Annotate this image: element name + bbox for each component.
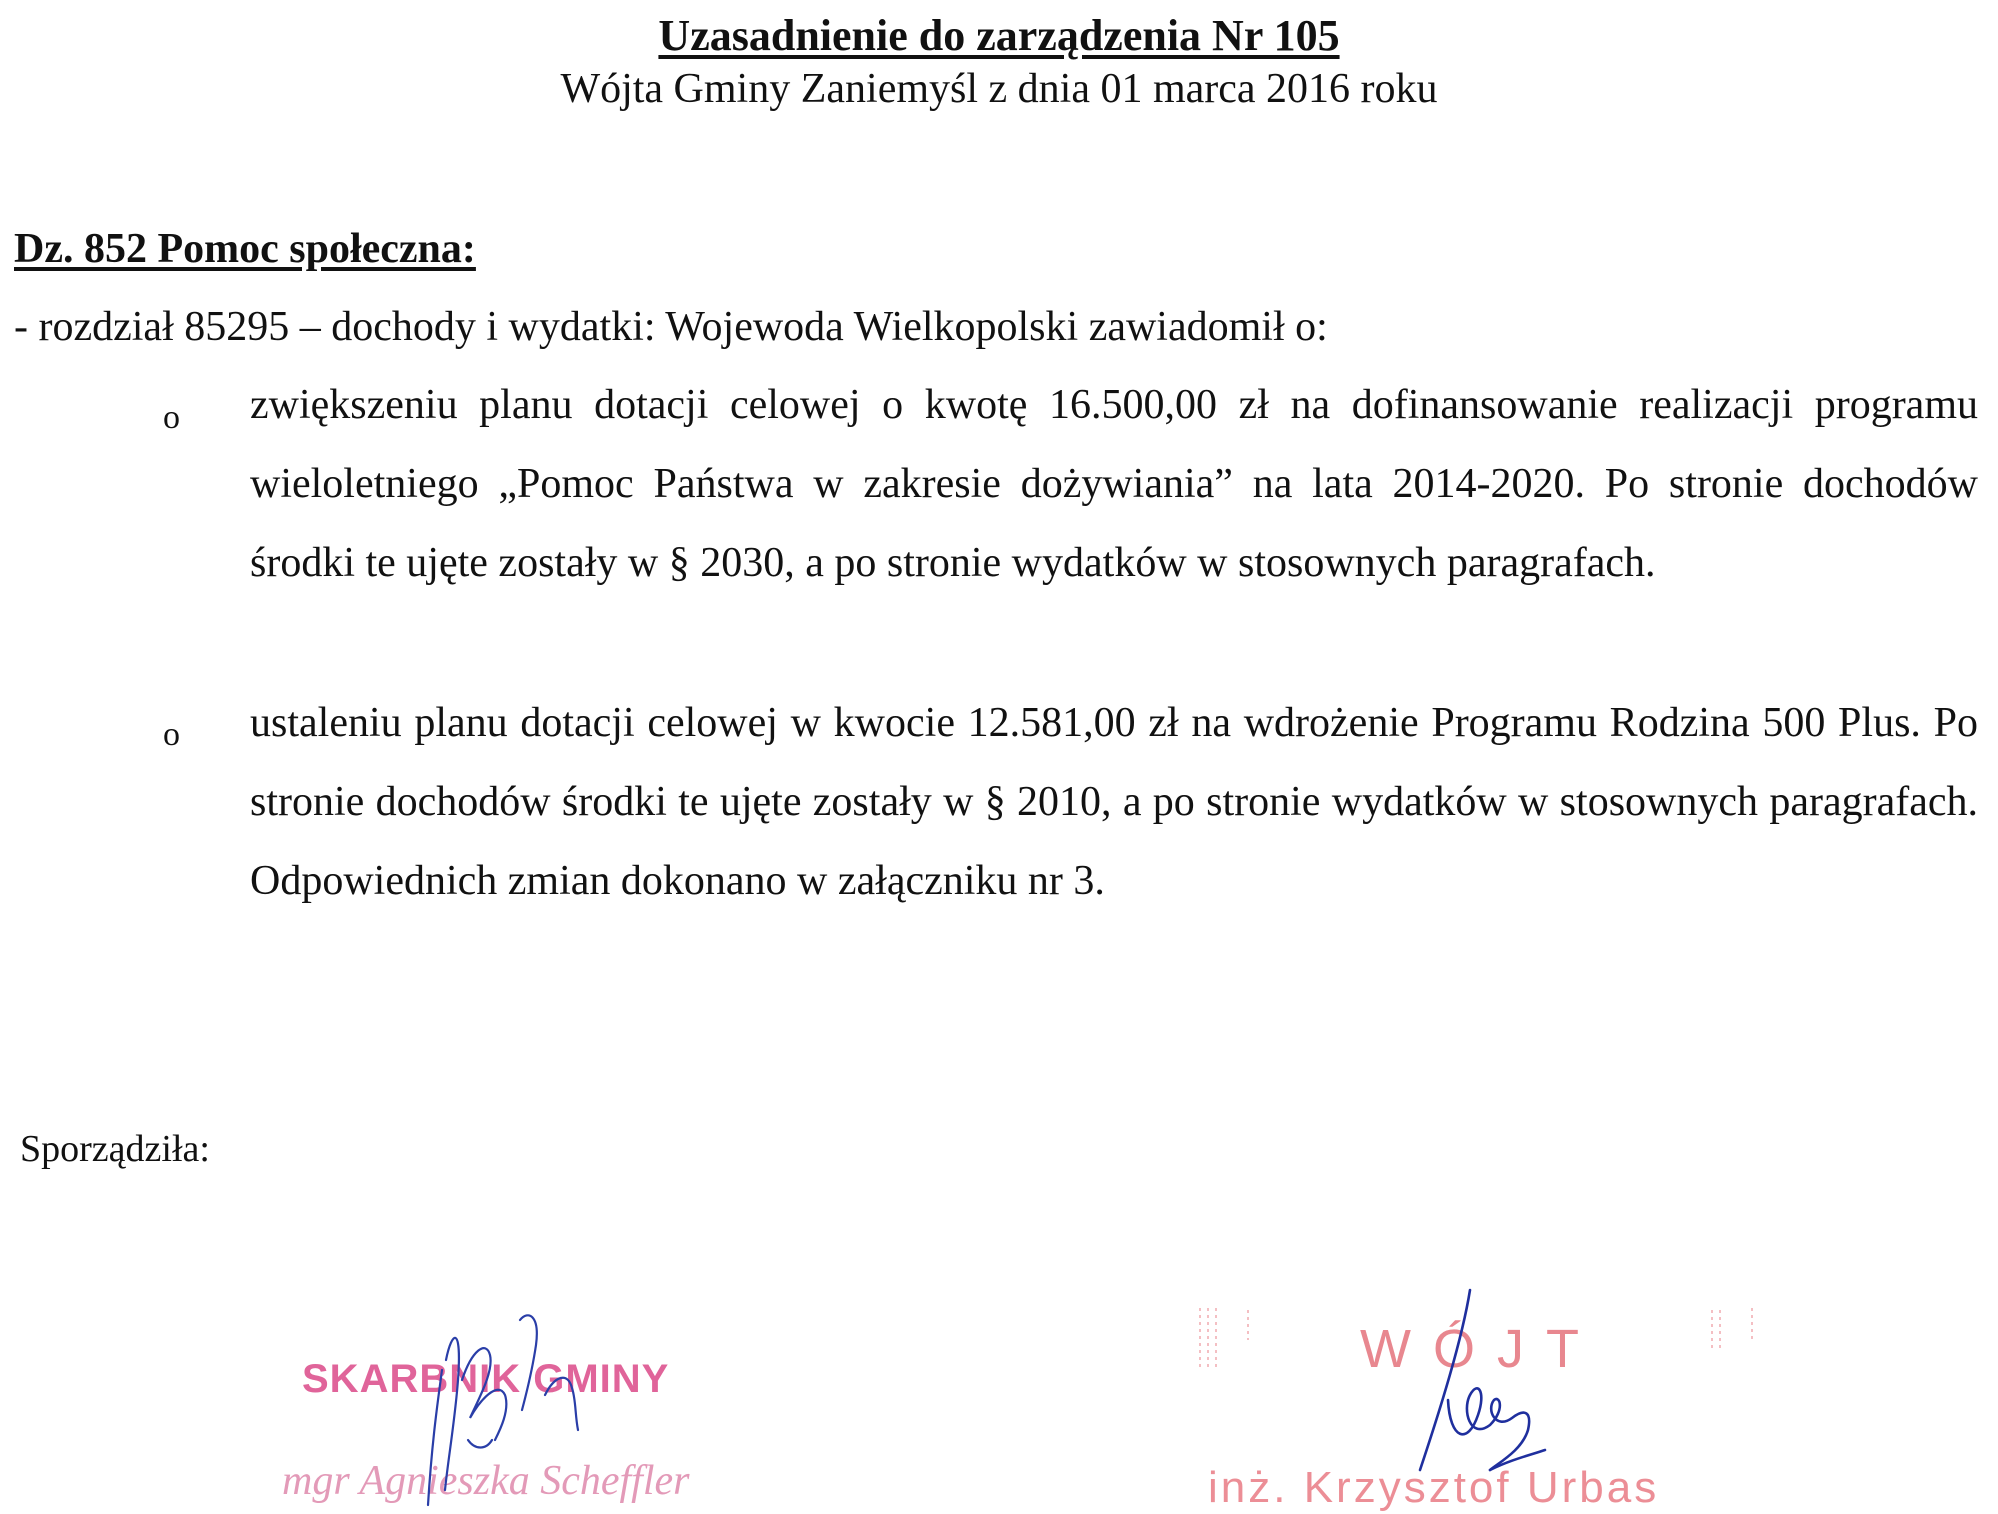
- bullet-text-1: zwiększeniu planu dotacji celowej o kwotę 16.500,00 zł na dofinansowanie realizacji programu wieloletniego „Pomoc Państwa w zakresie dożywiania” na lata 2014-2020. Po stronie dochodów środki te ujęte zostały w § 2030, a po stronie wydatków w stosownych paragrafach.: [250, 382, 1978, 586]
- section-heading: Dz. 852 Pomoc społeczna:: [14, 226, 476, 272]
- prepared-by-label: Sporządziła:: [20, 1128, 210, 1170]
- mayor-stamp-edge-marks: [1200, 1308, 1752, 1370]
- mayor-signature: [1420, 1290, 1545, 1470]
- mayor-stamp-name: inż. Krzysztof Urbas: [1208, 1463, 1660, 1512]
- bullet-marker-2: o: [163, 716, 180, 753]
- treasurer-stamp-title: SKARBNIK GMINY: [302, 1357, 670, 1401]
- treasurer-signature: [428, 1315, 578, 1505]
- bullet-marker-1: o: [163, 399, 180, 436]
- treasurer-stamp-name: mgr Agnieszka Scheffler: [282, 1458, 690, 1504]
- intro-line: - rozdział 85295 – dochody i wydatki: Wojewoda Wielkopolski zawiadomił o:: [14, 304, 1328, 350]
- mayor-stamp-title: WÓJT: [1360, 1319, 1601, 1379]
- document-subtitle: Wójta Gminy Zaniemyśl z dnia 01 marca 2016 roku: [560, 66, 1438, 112]
- bullet-text-2: ustaleniu planu dotacji celowej w kwocie 12.581,00 zł na wdrożenie Programu Rodzina 500 Plus. Po stronie dochodów środki te ujęte zostały w § 2010, a po stronie wydatków w stosownych paragrafach. Odpowiednich zmian dokonano w załączniku nr 3.: [250, 700, 1978, 904]
- document-title-text: Uzasadnienie do zarządzenia Nr 105: [658, 11, 1340, 60]
